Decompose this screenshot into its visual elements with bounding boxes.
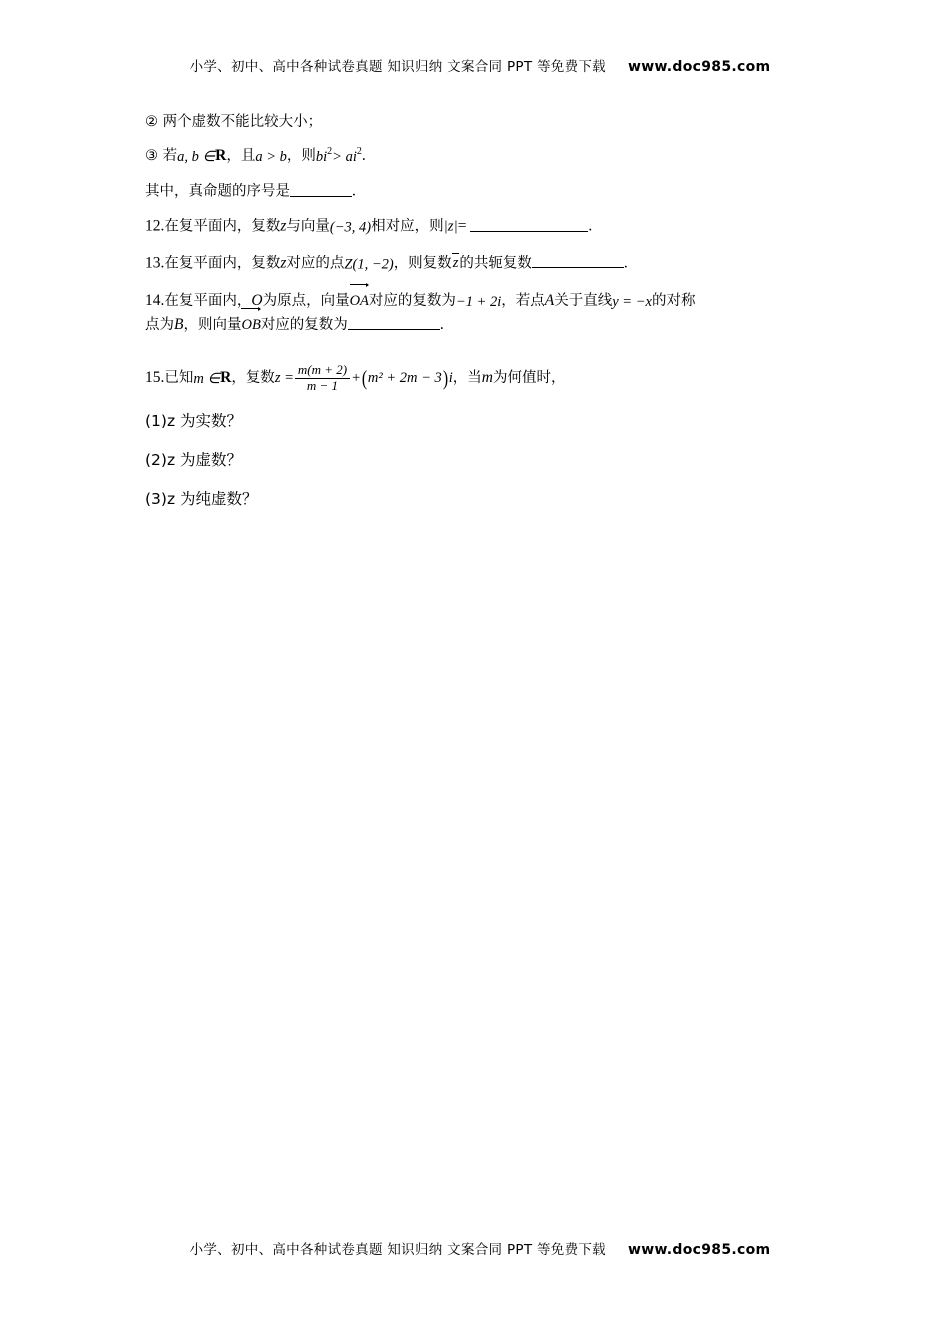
q15-sub-3: (3)z 为纯虚数？ bbox=[145, 490, 258, 509]
q14-point-a: A bbox=[544, 291, 555, 309]
q14-text-4: ，若点 bbox=[501, 292, 545, 309]
q12-vector: (−3, 4) bbox=[329, 220, 372, 237]
q15-m-in-R: m ∈ bbox=[193, 371, 221, 388]
q15-paren-close: ) bbox=[442, 366, 448, 391]
q15-text-4: 为何值时， bbox=[492, 370, 566, 387]
q13-z-conjugate: z bbox=[452, 255, 459, 272]
q15-comma: ， bbox=[231, 370, 246, 387]
item3-ze: 则 bbox=[301, 147, 316, 164]
vector-arrow-icon bbox=[241, 308, 259, 314]
q14-text-5: 关于直线 bbox=[554, 292, 613, 309]
q15-fraction bbox=[295, 363, 350, 394]
answer-blank-13[interactable] bbox=[532, 253, 624, 269]
q15-frac-denominator: m − 1 bbox=[295, 378, 350, 394]
item3-comma2: ， bbox=[286, 147, 302, 164]
q14-text-2: 为原点，向量 bbox=[262, 292, 350, 309]
item3-ineq-left: bi bbox=[315, 148, 328, 165]
q15-z-equals: z = bbox=[274, 370, 294, 387]
q12-text-3: 相对应，则 bbox=[371, 219, 444, 236]
proposition-item-3 bbox=[145, 147, 805, 165]
q13-number: 13. bbox=[145, 254, 165, 272]
q15-sub-2: (2)z 为虚数？ bbox=[145, 451, 243, 470]
q14-text-8: ，则向量 bbox=[183, 317, 242, 334]
q15-text-2: 复数 bbox=[245, 370, 275, 387]
q13-text-4: 的共轭复数 bbox=[459, 255, 532, 272]
q14-text-1: 在复平面内， bbox=[164, 292, 252, 309]
q13-point: Z(1, −2) bbox=[344, 256, 394, 273]
proposition-item-2: ② 两个虚数不能比较大小； bbox=[145, 114, 323, 130]
question-15 bbox=[145, 363, 805, 394]
q12-text-1: 在复平面内，复数 bbox=[164, 219, 281, 236]
answer-blank-12[interactable] bbox=[470, 216, 588, 232]
header-banner-text: 小学、初中、高中各种试卷真题 知识归纳 文案合同 PPT 等免费下载 bbox=[189, 59, 606, 75]
footer-banner bbox=[0, 1238, 950, 1258]
item3-exp-right: 2 bbox=[356, 145, 362, 157]
q13-text-1: 在复平面内，复数 bbox=[164, 255, 281, 272]
q12-number: 12. bbox=[145, 218, 165, 236]
q15-text-1: 已知 bbox=[164, 370, 194, 387]
q14-origin: O bbox=[251, 291, 263, 309]
item3-comma: ， bbox=[226, 147, 241, 164]
q15-paren-open: ( bbox=[361, 366, 368, 391]
q14-period: . bbox=[439, 316, 444, 334]
item3-cond1: a, b ∈ bbox=[177, 148, 216, 165]
q14-text-9: 对应的复数为 bbox=[260, 317, 348, 334]
q14-vector-oa-label: OA bbox=[349, 292, 369, 309]
q14-text-3: 对应的复数为 bbox=[368, 292, 456, 309]
answer-blank-11[interactable] bbox=[290, 181, 352, 197]
item3-bold-R: R bbox=[215, 146, 227, 164]
footer-banner-site: www.doc985.com bbox=[627, 1242, 771, 1258]
q14-number: 14. bbox=[145, 291, 165, 309]
item3-period: . bbox=[361, 146, 366, 164]
q14-text-6: 的对称 bbox=[651, 292, 696, 309]
q12-z: z bbox=[280, 218, 287, 236]
q14-value: −1 + 2i bbox=[455, 293, 502, 310]
q15-m: m bbox=[481, 369, 493, 387]
q14-point-b: B bbox=[174, 316, 184, 334]
question-13 bbox=[145, 253, 805, 272]
q15-i: i bbox=[448, 370, 453, 387]
q15-sub-1: (1)z 为实数？ bbox=[145, 412, 243, 431]
proposition-answer-line bbox=[145, 181, 805, 199]
q14-line-eq: y = −x bbox=[612, 293, 652, 310]
question-12 bbox=[145, 216, 805, 235]
q15-formula bbox=[275, 363, 453, 394]
vector-arrow-icon bbox=[350, 284, 368, 290]
q14-vector-oa bbox=[350, 290, 369, 312]
q13-z: z bbox=[280, 254, 287, 272]
q15-bold-R: R bbox=[220, 369, 232, 387]
document-body bbox=[145, 115, 805, 526]
q12-text-2: 与向量 bbox=[286, 219, 330, 236]
q15-number: 15. bbox=[145, 369, 165, 387]
q13-text-3: ，则复数 bbox=[393, 255, 452, 272]
q15-frac-numerator: m(m + 2) bbox=[297, 362, 348, 378]
item3-prefix: ③ 若 bbox=[145, 147, 178, 164]
q12-abs-z: |z| bbox=[443, 219, 458, 236]
q14-vector-ob-label: OB bbox=[241, 317, 261, 334]
proposition-answer-period: . bbox=[352, 182, 356, 200]
item3-ineq-mid: > a bbox=[332, 148, 353, 165]
q12-equals: = bbox=[457, 218, 467, 236]
question-14 bbox=[145, 289, 805, 337]
item3-ab: a > b bbox=[255, 148, 287, 165]
q14-vector-ob bbox=[241, 314, 260, 336]
item3-qie: 且 bbox=[240, 147, 256, 164]
header-banner bbox=[0, 55, 950, 75]
q12-period: . bbox=[588, 218, 593, 236]
answer-blank-14[interactable] bbox=[348, 315, 440, 331]
q15-text-3: ，当 bbox=[452, 370, 482, 387]
q13-text-2: 对应的点 bbox=[286, 255, 345, 272]
proposition-answer-label: 其中，真命题的序号是 bbox=[145, 183, 290, 200]
q13-period: . bbox=[623, 254, 628, 272]
q15-paren-expr: m² + 2m − 3 bbox=[367, 370, 442, 387]
item3-exp-left: 2 bbox=[327, 145, 333, 157]
header-banner-site: www.doc985.com bbox=[627, 59, 771, 75]
footer-banner-text: 小学、初中、高中各种试卷真题 知识归纳 文案合同 PPT 等免费下载 bbox=[189, 1242, 606, 1258]
q15-plus: + bbox=[351, 370, 361, 387]
q14-text-7: 点为 bbox=[145, 317, 174, 334]
item3-ineq-right: i bbox=[352, 148, 357, 165]
